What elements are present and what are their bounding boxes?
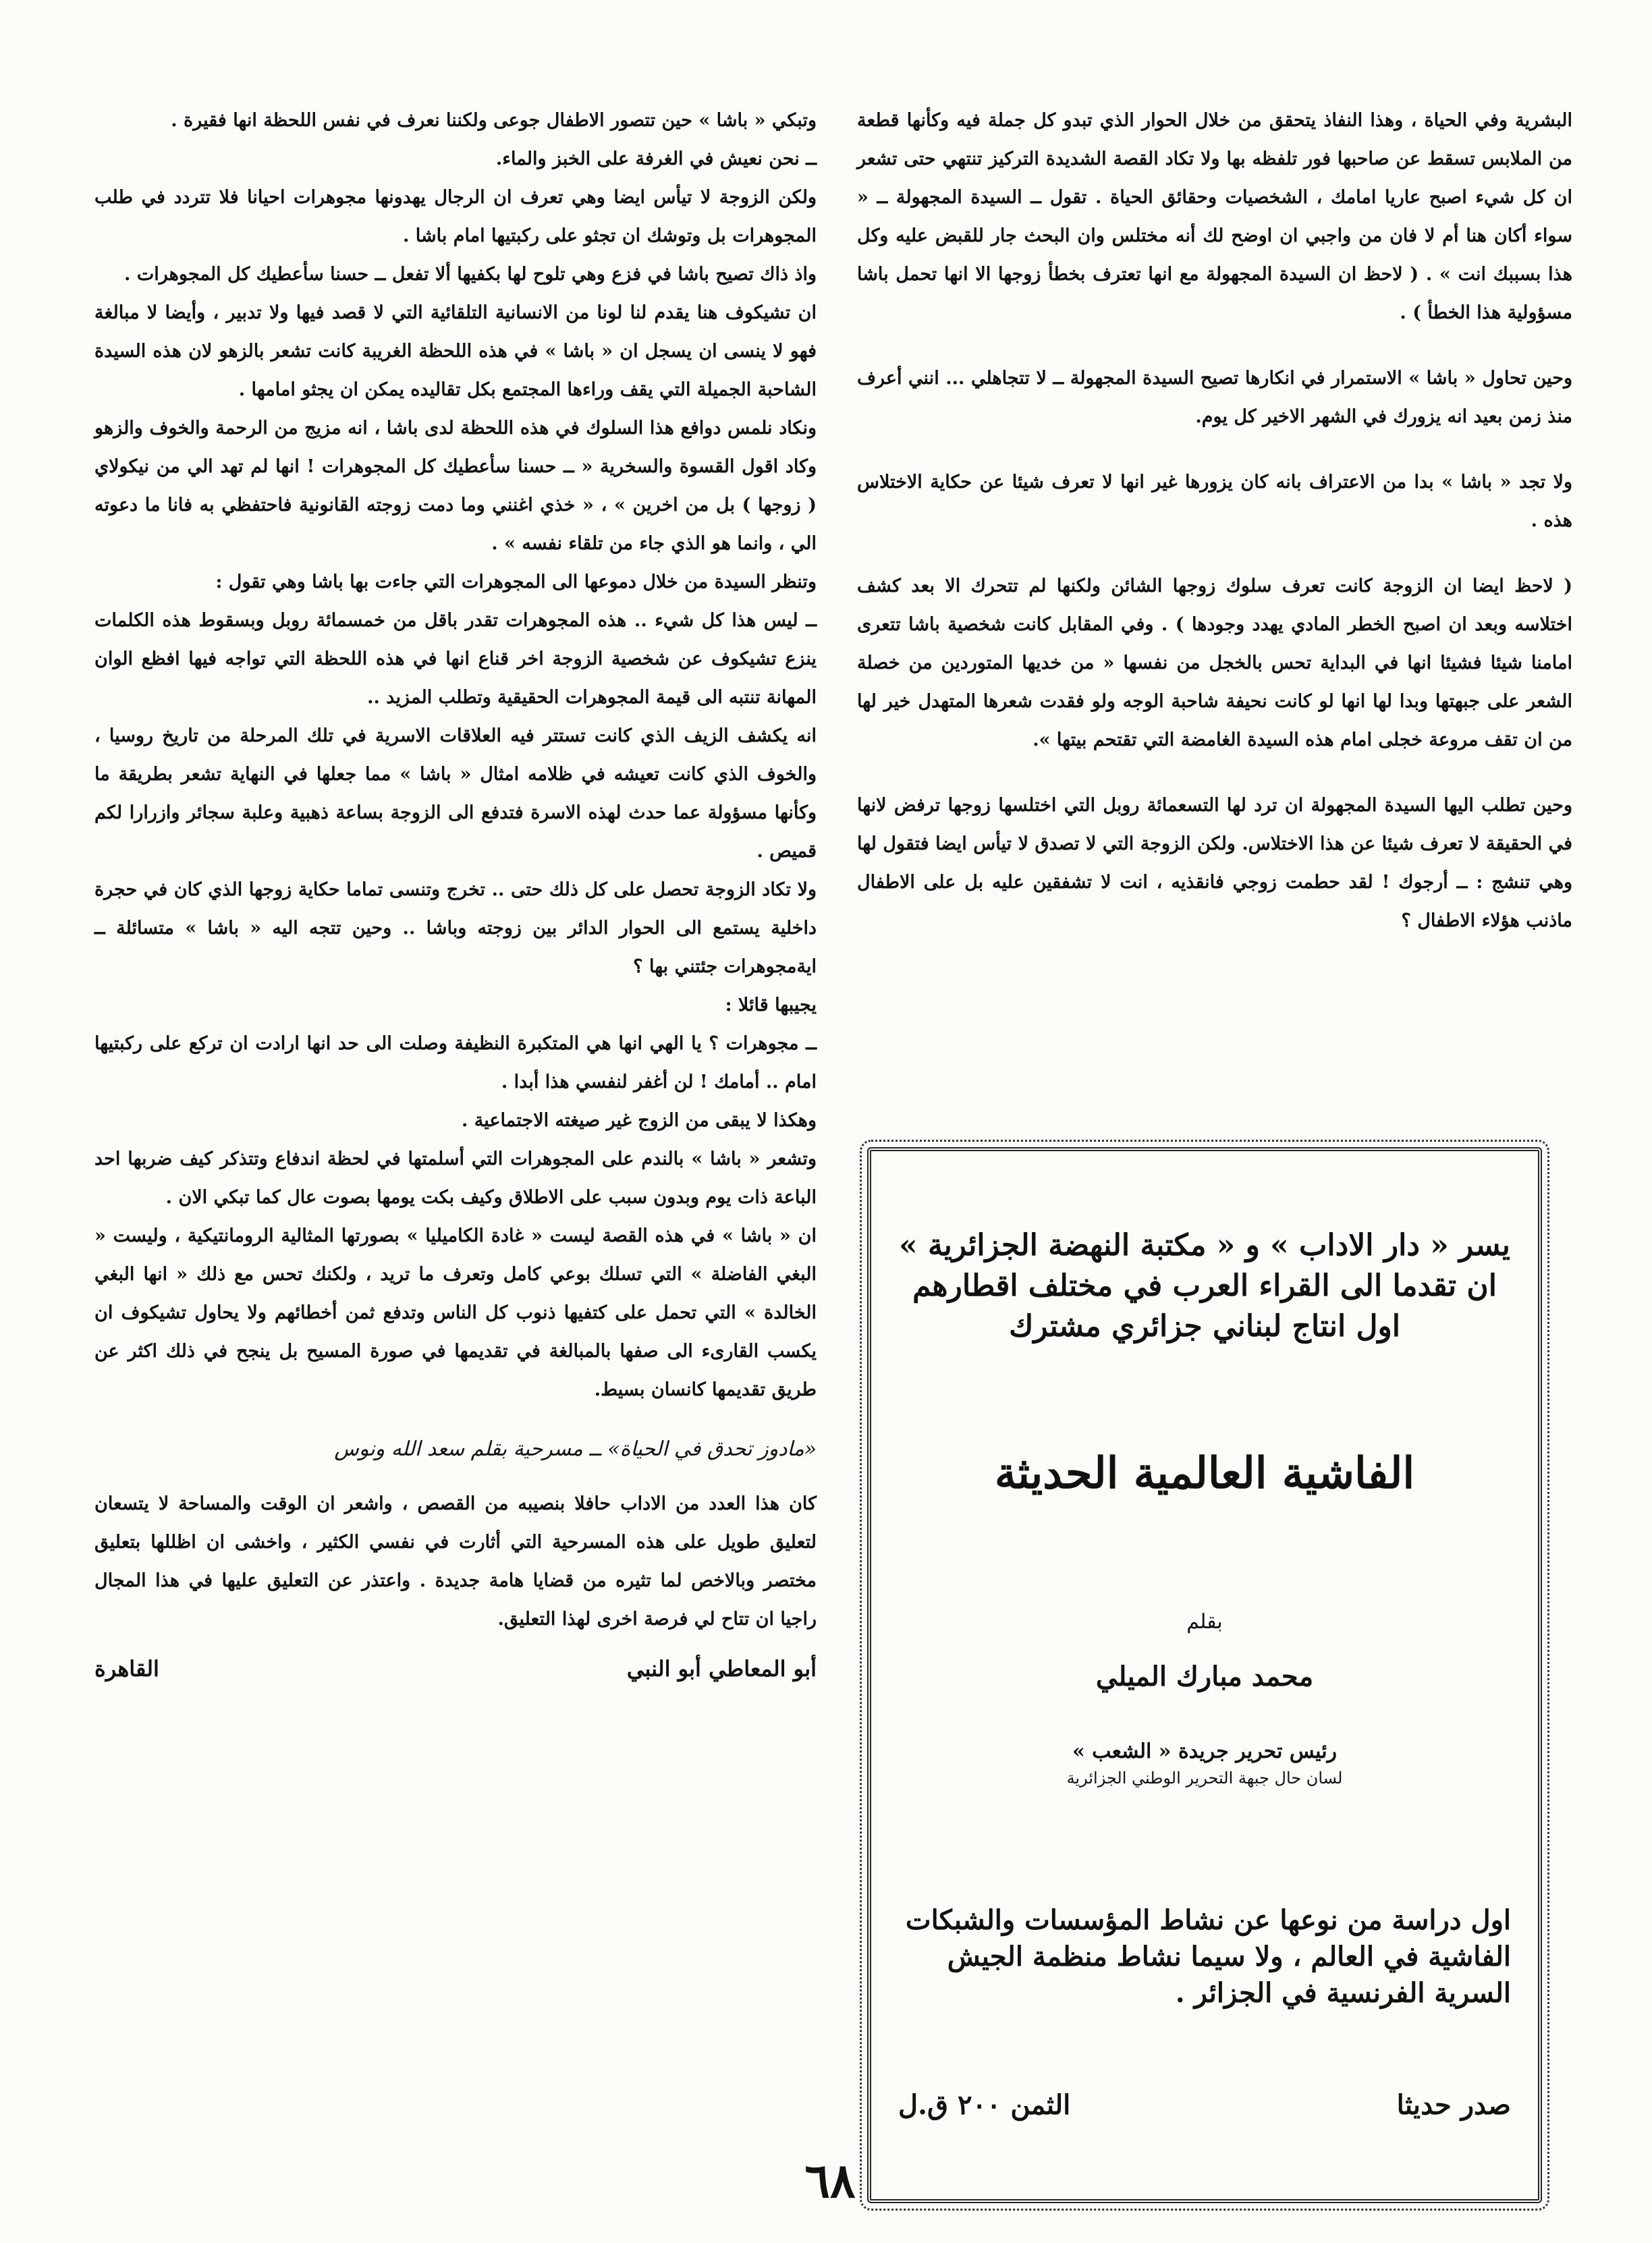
city-label: القاهرة — [94, 1656, 159, 1682]
price-label: الثمن ٢٠٠ ق.ل — [898, 2089, 1071, 2121]
left-column — [94, 101, 817, 1682]
paragraph: انه يكشف الزيف الذي كانت تستتر فيه العلاقات الاسرية في تلك المرحلة من تاريخ روسيا ، والخوف الذي كانت تعيشه في ظلامه امثال « باشا » مما جعلها في النهاية تشعر بطريقة ما وكأنها مسؤولة عما حدث لهذه الاسرة فتدفع الى الزوجة بساعة ذهبية وعلبة سجائر وازرارا لكم قميص . — [94, 725, 817, 862]
author-role: رئيس تحرير جريدة « الشعب » — [1072, 1740, 1338, 1763]
paragraph: وحين تحاول « باشا » الاستمرار في انكارها تصيح السيدة المجهولة ــ لا تتجاهلي ... انني أعرف منذ زمن بعيد انه يزورك في الشهر الاخير كل يوم. — [857, 368, 1572, 427]
paragraph: وحين تطلب اليها السيدة المجهولة ان ترد لها التسعمائة روبل التي اختلسها زوجها ترفض لانها في الحقيقة لا تعرف شيئا عن هذا الاختلاس. ولكن الزوجة التي لا تصدق لا تيأس ايضا فتقول لها وهي تنشج : ــ أرجوك ! لقد حطمت زوجي فانقذيه ، انت لا تشفقين عليه بل على الاطفال ماذنب هؤلاء الاطفال ؟ — [857, 795, 1572, 931]
paragraph: ونكاد نلمس دوافع هذا السلوك في هذه اللحظة لدى باشا ، انه مزيج من الرحمة والخوف والزهو وكاد اقول القسوة والسخرية « ــ حسنا سأعطيك كل المجوهرات ! انها لم تهد الي من نيكولاي ( زوجها ) بل من اخرين » ، « خذي اغنني وما دمت زوجته القانونية فاحتفظي به فانا ما دعوته الي ، وانما هو الذي جاء من تلقاء نفسه » . — [94, 418, 817, 554]
play-title-line: «مادوز تحدق في الحياة» ــ مسرحية بقلم سعد الله ونوس — [334, 1437, 817, 1461]
author-signature: أبو المعاطي أبو النبي — [626, 1656, 817, 1682]
book-description: اول دراسة من نوعها عن نشاط المؤسسات والشبكات الفاشية في العالم ، ولا سيما نشاط منظمة الجيش السرية الفرنسية في الجزائر . — [905, 1904, 1511, 2009]
book-title: الفاشية العالمية الحديثة — [994, 1448, 1415, 1499]
paragraph: وتبكي « باشا » حين تتصور الاطفال جوعى ولكننا نعرف في نفس اللحظة انها فقيرة . — [171, 110, 817, 131]
paragraph: وتنظر السيدة من خلال دموعها الى المجوهرات التي جاءت بها باشا وهي تقول : — [215, 572, 817, 592]
ad-footer — [898, 2089, 1511, 2121]
paragraph: ــ مجوهرات ؟ يا الهي انها هي المتكبرة النظيفة وصلت الى حد انها ارادت ان تركع على ركبتيها امام .. أمامك ! لن أغفر لنفسي هذا أبدا . — [94, 1033, 817, 1092]
article-signoff — [94, 1656, 817, 1682]
paragraph: ــ ليس هذا كل شيء .. هذه المجوهرات تقدر باقل من خمسمائة روبل وبسقوط هذه الكلمات ينزع تشيكوف عن شخصية الزوجة اخر قناع انها في هذه اللحظة التي تواجه فيها افظع الوان المهانة تنتبه الى قيمة المجوهرات الحقيقية وتطلب المزيد .. — [94, 610, 817, 708]
paragraph: واذ ذاك تصيح باشا في فزع وهي تلوح لها بكفيها ألا تفعل ــ حسنا سأعطيك كل المجوهرات . — [124, 264, 817, 285]
ad-intro: يسر « دار الاداب » و « مكتبة النهضة الجزائرية » ان تقدما الى القراء العرب في مختلف اقطارهم اول انتاج لبناني جزائري مشترك — [899, 1228, 1510, 1344]
paragraph: ــ نحن نعيش في الغرفة على الخبز والماء. — [495, 148, 817, 169]
paragraph: ولا تكاد الزوجة تحصل على كل ذلك حتى .. تخرج وتنسى تماما حكاية زوجها الذي كان في حجرة داخلية يستمع الى الحوار الدائر بين زوجته وباشا .. وحين تتجه اليه « باشا » متسائلة ــ ايةمجوهرات جئتني بها ؟ — [94, 879, 817, 977]
book-advertisement — [867, 1147, 1542, 2203]
page-number: ٦٨ — [804, 2153, 856, 2209]
paragraph: ولا تجد « باشا » بدا من الاعتراف بانه كان يزورها غير انها لا تعرف شيئا عن حكاية الاختلاس هذه . — [857, 472, 1572, 531]
right-column — [857, 101, 1572, 940]
paragraph: وهكذا لا يبقى من الزوج غير صيغته الاجتماعية . — [462, 1110, 817, 1131]
published-label: صدر حديثا — [1396, 2089, 1511, 2121]
by-label: بقلم — [1186, 1610, 1223, 1634]
author-affiliation: لسان حال جبهة التحرير الوطني الجزائرية — [1066, 1769, 1343, 1788]
paragraph: ان تشيكوف هنا يقدم لنا لونا من الانسانية التلقائية التي لا قصد فيها ولا تدبير ، وأيضا لا مبالغة فهو لا ينسى ان يسجل ان « باشا » في هذه اللحظة الغريبة كانت تشعر بالزهو لان هذه السيدة الشاحبة الجميلة التي يقف وراءها المجتمع بكل تقاليده يمكن ان يجثو امامها . — [94, 302, 817, 400]
paragraph: ( لاحظ ايضا ان الزوجة كانت تعرف سلوك زوجها الشائن ولكنها لم تتحرك الا بعد كشف اختلاسه وبعد ان اصبح الخطر المادي يهدد وجودها ) . وفي المقابل كانت شخصية باشا تتعرى امامنا شيئا فشيئا انها في البداية تحس بالخجل من نفسها « من خديها المتوردين من خصلة الشعر على جبهتها وبدا لها انها لو كانت نحيفة شاحبة الوجه ولو فقدت شعرها المتهدل خير لها من ان تقف مروعة خجلى امام هذه السيدة الغامضة التي تقتحم بيتها ». — [857, 576, 1572, 750]
author-name: محمد مبارك الميلي — [1095, 1661, 1314, 1692]
paragraph: البشرية وفي الحياة ، وهذا النفاذ يتحقق من خلال الحوار الذي تبدو كل جملة فيه وكأنها قطعة من الملابس تسقط عن صاحبها فور تلفظه بها ولا تكاد القصة الشديدة التركيز تنتهي حتى تشعر ان كل شيء اصبح عاريا امامك ، الشخصيات وحقائق الحياة . تقول ــ السيدة المجهولة ــ « سواء أكان هنا أم لا فان من واجبي ان اوضح لك أنه مختلس وان البحث جار للقبض عليه وكل هذا بسببك انت » . ( لاحظ ان السيدة المجهولة مع انها تعترف بخطأ زوجها الا انها تحمل باشا مسؤولية هذا الخطأ ) . — [857, 110, 1572, 323]
paragraph: ولكن الزوجة لا تيأس ايضا وهي تعرف ان الرجال يهدونها مجوهرات احيانا فلا تتردد في طلب المجوهرات بل وتوشك ان تجثو على ركبتيها امام باشا . — [94, 187, 817, 246]
closing-paragraph: كان هذا العدد من الاداب حافلا بنصيبه من القصص ، واشعر ان الوقت والمساحة لا يتسعان لتعليق طويل على هذه المسرحية التي أثارت في نفسي الكثير ، واخشى ان اظللها بتعليق مختصر وبالاخص لما تثيره من قضايا هامة جديدة . واعتذر عن التعليق عليها في هذا المجال راجيا ان تتاح لي فرصة اخرى لهذا التعليق. — [94, 1493, 817, 1630]
paragraph: ان « باشا » في هذه القصة ليست « غادة الكاميليا » بصورتها المثالية الرومانتيكية ، وليست « البغي الفاضلة » التي تسلك بوعي كامل وتعرف ما تريد ، ولكنك تحس مع ذلك « انها البغي الخالدة » التي تحمل على كتفيها ذنوب كل الناس وتدفع ثمن أخطائهم ولا يحاول تشيكوف ان يكسب القارىء الى صفها بالمبالغة في تقديمها في صورة المسيح بل ينجح في ذلك اكثر عن طريق تقديمها كانسان بسيط. — [94, 1225, 817, 1400]
paragraph: يجيبها قائلا : — [725, 995, 817, 1016]
paragraph: وتشعر « باشا » بالندم على المجوهرات التي أسلمتها في لحظة اندفاع وتتذكر كيف ضربها احد الباعة ذات يوم وبدون سبب على الاطلاق وكيف بكت يومها بصوت عال كما تبكي الان . — [94, 1148, 817, 1208]
